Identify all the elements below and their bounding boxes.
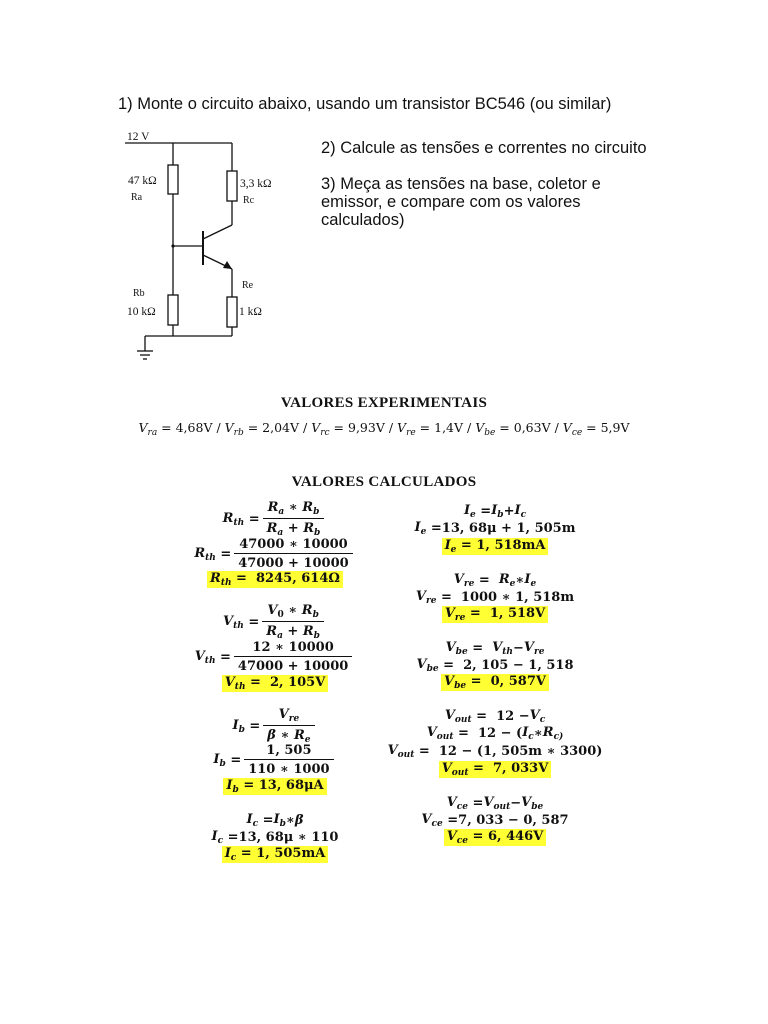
vout-result: $V_{out} = 7$, 033V (370, 761, 620, 778)
ra-value: 47 kΩ (128, 175, 157, 187)
ib-formula: $I_b$ = $\frac{V_{re}}{\beta ∗ R_e}$ (150, 707, 400, 745)
resistor-re (227, 297, 237, 327)
resistor-rc (227, 171, 237, 201)
instruction-3-line3: calculados) (321, 211, 405, 229)
rc-name: Rc (243, 195, 255, 206)
vce-substitution: $V_{ce}$ = 7, 033 − 0, 587 (421, 812, 569, 829)
instruction-1: 1) Monte o circuito abaixo, usando um transistor BC546 (ou similar) (118, 95, 612, 113)
vout-formula: $V_{out}$ = 12 − $V_c$ (444, 708, 546, 725)
instruction-3-line1: 3) Meça as tensões na base, coletor e (321, 175, 601, 193)
ic-result: $I_c = 1$, 505mA (150, 846, 400, 863)
rth-substitution: $R_{th}$ = $\frac{47000 ∗ 10000}{47000 + 10000}$ (150, 537, 400, 571)
experimental-values: $V_{ra} = 4,68V / V_{rb} = 2,04V / V_{rc} = 9,93V / V_{re} = 1,4V / V_{be} = 0,63V / V_{ce} = 5,9V$ (138, 420, 630, 438)
resistor-rb (168, 295, 178, 325)
rth-formula: $R_{th}$ = $\frac{R_a ∗ R_b}{R_a + R_b}$ (150, 500, 400, 538)
circuit-diagram (115, 125, 295, 370)
rth-result: $R_{th} = 8245$, 614Ω (150, 571, 400, 588)
re-name: Re (242, 280, 254, 291)
vce-formula: $V_{ce}$ = $V_{out}$ − $V_{be}$ (446, 795, 544, 812)
ie-result: $I_e = 1$, 518mA (370, 538, 620, 555)
vth-result: $V_{th} = 2$, 105V (150, 675, 400, 692)
vre-substitution: $V_{re}$ = 1000 ∗ 1, 518m (415, 589, 575, 606)
vbe-substitution: $V_{be}$ = 2, 105 − 1, 518 (416, 657, 574, 674)
vout-expansion: $V_{out}$ = 12 − ( $I_c$ ∗ $R_{c)}$ (426, 725, 564, 742)
vce-result: $V_{ce} = 6$, 446V (370, 829, 620, 846)
supply-label: 12 V (127, 131, 150, 143)
instruction-3-line2: emissor, e compare com os valores (321, 193, 581, 211)
rc-value: 3,3 kΩ (240, 178, 272, 190)
ib-result: $I_b = 13$, 68μA (150, 778, 400, 795)
instruction-2: 2) Calcule as tensões e correntes no circuito (321, 139, 647, 157)
vre-formula: $V_{re}$ = $R_e$ ∗ $I_e$ (453, 572, 537, 589)
ic-substitution: $I_c$ = 13, 68μ ∗ 110 (211, 829, 339, 846)
vre-result: $V_{re} = 1$, 518V (370, 606, 620, 623)
ib-substitution: $I_b$ = $\frac{1, 505}{110 ∗ 1000}$ (150, 743, 400, 777)
vbe-result: $V_{be} = 0$, 587V (370, 674, 620, 691)
re-value: 1 kΩ (239, 306, 262, 318)
experimental-title: VALORES EXPERIMENTAIS (280, 395, 488, 411)
rb-name: Rb (133, 288, 145, 299)
rb-value: 10 kΩ (127, 306, 156, 318)
ie-formula: $I_e$ = $I_b$ + $I_c$ (463, 503, 527, 520)
vth-formula: $V_{th}$ = $\frac{V_0 ∗ R_b}{R_a + R_b}$ (150, 603, 400, 641)
calculated-title: VALORES CALCULADOS (291, 474, 477, 490)
ie-substitution: $I_e$ = 13, 68μ + 1, 505m (414, 520, 576, 537)
ic-formula: $I_c$ = $I_b$ ∗ β (246, 812, 304, 829)
resistor-ra (168, 165, 178, 194)
vbe-formula: $V_{be}$ = $V_{th}$ − $V_{re}$ (445, 640, 545, 657)
ra-name: Ra (131, 192, 143, 203)
vout-substitution: $V_{out}$ = 12 − (1, 505m ∗ 3300) (387, 743, 603, 760)
vth-substitution: $V_{th}$ = $\frac{12 ∗ 10000}{47000 + 10000}$ (150, 640, 400, 674)
